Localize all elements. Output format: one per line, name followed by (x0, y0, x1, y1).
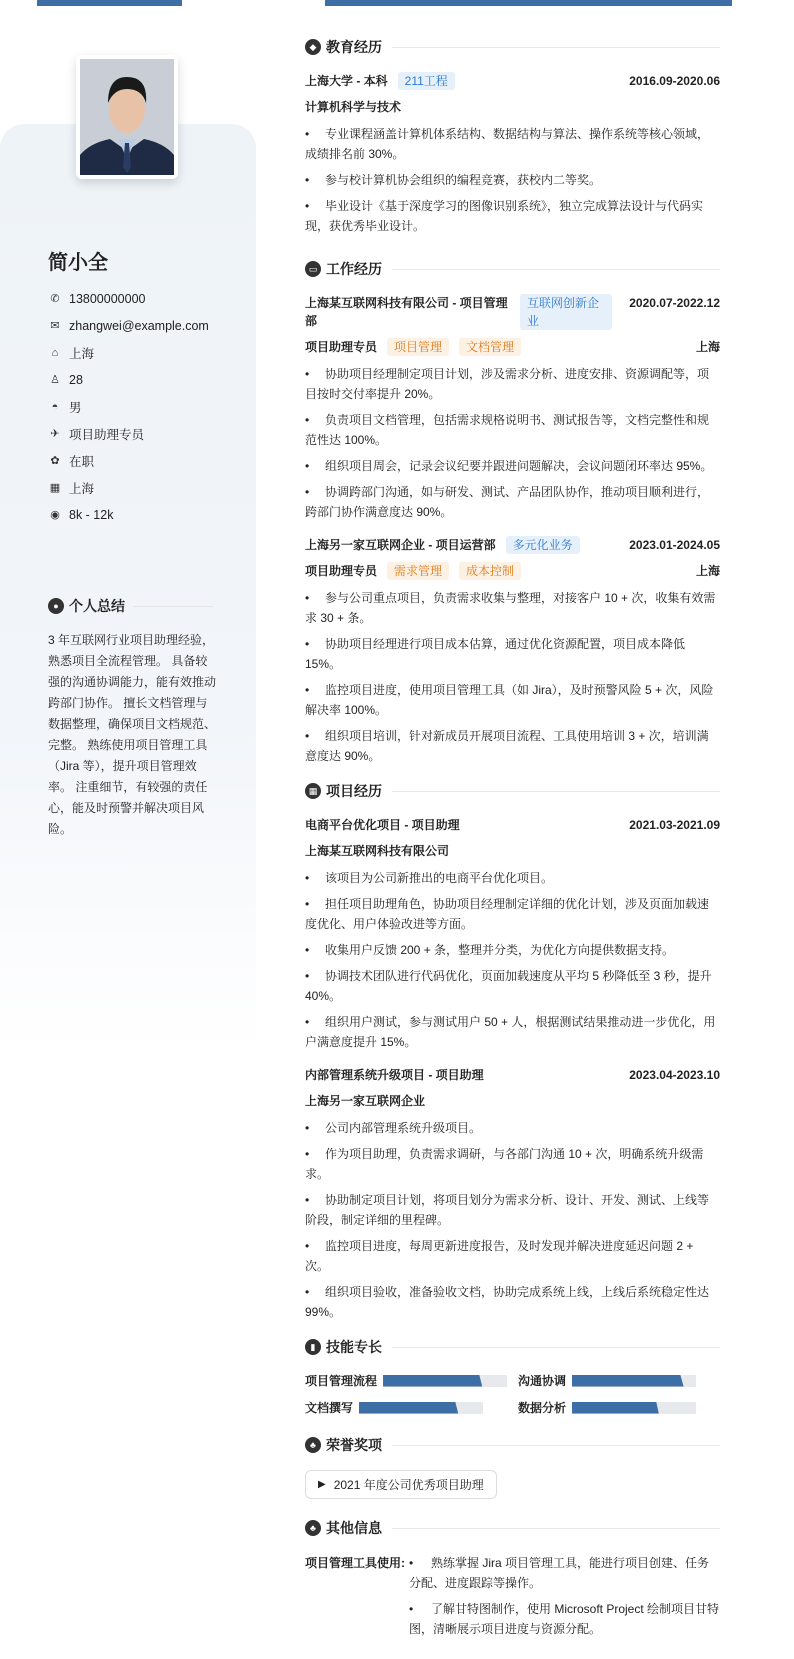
major: 计算机科学与技术 (305, 100, 402, 114)
contact-row: ✆ 13800000000 (48, 285, 209, 312)
skill-item: 沟通协调 (518, 1372, 720, 1389)
project-item: 电商平台优化项目 - 项目助理 2021.03-2021.09 上海某互联网科技有限公司 • 该项目为公司新推出的电商平台优化项目。 • 担任项目助理角色，协助项目经理制定详细的优化计划，涉及页面加载速度优化、用户体验改进等方面。 • 收集用户反馈 200 + 条，整理并分类，为优化方向提供数据支持。 • 协调技术团队进行代码优化，页面加载速度从平均 5 秒降低至 3 秒，提升 40%。 • 组织用户测试，参与测试用户 50 + 人，根据测试结果推动进一步优化，用户满意度提升 15%。 (305, 816, 720, 1052)
status-icon: ✿ (50, 455, 60, 467)
skill-bar (572, 1402, 696, 1414)
top-accent-right (325, 0, 732, 6)
plane-icon: ✈ (50, 428, 60, 440)
summary-heading: ● 个人总结 (48, 596, 213, 616)
company-tag: 互联网创新企业 (520, 294, 612, 330)
bullet-item: • 参与公司重点项目，负责需求收集与整理，对接客户 10 + 次，收集有效需求 30 + 条。 (305, 588, 720, 628)
skill-tag: 需求管理 (387, 562, 449, 580)
bullet-item: • 公司内部管理系统升级项目。 (305, 1118, 720, 1138)
skill-bar-fill (359, 1402, 458, 1414)
mail-icon: ✉ (50, 320, 60, 332)
work-item: 上海某互联网科技有限公司 - 项目管理部 互联网创新企业 2020.07-2022.12 项目助理专员 项目管理 文档管理 上海 • 协助项目经理制定项目计划，涉及需求分析、进度安排、资源调配等，项目按时交付率提升 20%。 • 负责项目文档管理，包括需求规格说明书、测试报告等，文档完整性和规范性达 100%。 • 组织项目周会，记录会议纪要并跟进问题解决，会议问题闭环率达 95%。 • 协调跨部门沟通，如与研发、测试、产品团队协作，推动项目顺利进行，跨部门协作满意度达 90%。 (305, 294, 720, 522)
user-icon: ● (48, 598, 64, 614)
graduation-cap-icon: ◆ (305, 39, 321, 55)
chart-icon: ▮ (305, 1339, 321, 1355)
skill-tag: 成本控制 (459, 562, 521, 580)
bullet-item: • 监控项目进度，每周更新进度报告，及时发现并解决进度延迟问题 2 + 次。 (305, 1236, 720, 1276)
salary-icon: ◉ (50, 509, 60, 521)
contact-row: ✈ 项目助理专员 (48, 420, 209, 447)
bullet-item: • 协调技术团队进行代码优化，页面加载速度从平均 5 秒降低至 3 秒，提升 40%。 (305, 966, 720, 1006)
skill-bar (572, 1375, 696, 1387)
building-icon: ▦ (49, 482, 61, 494)
skill-bar (359, 1402, 483, 1414)
education-heading: ◆ 教育经历 (305, 36, 720, 58)
work-item: 上海另一家互联网企业 - 项目运营部 多元化业务 2023.01-2024.05 项目助理专员 需求管理 成本控制 上海 • 参与公司重点项目，负责需求收集与整理，对接客户 10 + 次，收集有效需求 30 + 条。 • 协助项目经理进行项目成本估算，通过优化资源配置，项目成本降低 15%。 • 监控项目进度，使用项目管理工具（如 Jira），及时预警风险 5 + 次，风险解决率 100%。 • 组织项目培训，针对新成员开展项目流程、工具使用培训 3 + 次，培训满意度达 90%。 (305, 536, 720, 766)
contact-row: ◓ 男 (48, 393, 209, 420)
projects-heading: ▦ 项目经历 (305, 780, 720, 802)
bullet-item: • 协调跨部门沟通，如与研发、测试、产品团队协作，推动项目顺利进行，跨部门协作满意度达 90%。 (305, 482, 720, 522)
contact-row: ✉ zhangwei@example.com (48, 312, 209, 339)
bullet-item: • 监控项目进度，使用项目管理工具（如 Jira），及时预警风险 5 + 次，风险解决率 100%。 (305, 680, 720, 720)
bullet-item: • 收集用户反馈 200 + 条，整理并分类，为优化方向提供数据支持。 (305, 940, 720, 960)
bullet-item: • 参与校计算机协会组织的编程竞赛，获校内二等奖。 (305, 170, 720, 190)
company-tag: 多元化业务 (506, 536, 580, 554)
project-item: 内部管理系统升级项目 - 项目助理 2023.04-2023.10 上海另一家互联网企业 • 公司内部管理系统升级项目。 • 作为项目助理，负责需求调研，与各部门沟通 10 + 次，明确系统升级需求。 • 协助制定项目计划，将项目划分为需求分析、设计、开发、测试、上线等阶段，制定详细的里程碑。 • 监控项目进度，每周更新进度报告，及时发现并解决进度延迟问题 2 + 次。 • 组织项目验收，准备验收文档，协助完成系统上线，上线后系统稳定性达 99%。 (305, 1066, 720, 1322)
bullet-item: • 组织项目验收，准备验收文档，协助完成系统上线，上线后系统稳定性达 99%。 (305, 1282, 720, 1322)
work-heading: ▭ 工作经历 (305, 258, 720, 280)
contact-row: ♙ 28 (48, 366, 209, 393)
home-icon: ⌂ (51, 346, 59, 359)
cake-icon: ♙ (50, 374, 60, 386)
education-row: 上海大学 - 本科 211工程 2016.09-2020.06 (305, 74, 720, 88)
gender-icon: ◓ (51, 400, 59, 413)
other-info: 项目管理工具使用: • 熟练掌握 Jira 项目管理工具，能进行项目创建、任务分配、进度跟踪等操作。 • 了解甘特图制作，使用 Microsoft Project 绘制项目甘特图，清晰展示项目进度与资源分配。 (305, 1553, 720, 1659)
bullet-item: • 协助项目经理制定项目计划，涉及需求分析、进度安排、资源调配等，项目按时交付率提升 20%。 (305, 364, 720, 404)
skill-bar-fill (572, 1402, 659, 1414)
skill-bar-fill (572, 1375, 684, 1387)
contact-row: ▦ 上海 (49, 481, 95, 496)
candidate-name: 简小全 (48, 252, 108, 274)
bullet-item: • 专业课程涵盖计算机体系结构、数据结构与算法、操作系统等核心领域，成绩排名前 30%。 (305, 124, 720, 164)
education-bullets (305, 124, 720, 236)
bullet-item: • 毕业设计《基于深度学习的图像识别系统》，独立完成算法设计与代码实现，获优秀毕业设计。 (305, 196, 720, 236)
contact-row: ⌂ 上海 (48, 339, 209, 366)
summary-text: 3 年互联网行业项目助理经验，熟悉项目全流程管理。 具备较强的沟通协调能力，能有效推动跨部门协作。 擅长文档管理与数据整理，确保项目文档规范、完整。 熟练使用项目管理工具（Jira 等），提升项目管理效率。 注重细节，有较强的责任心，能及时预警并解决项目风险。 (48, 633, 217, 836)
skills-heading: ▮ 技能专长 (305, 1336, 720, 1358)
briefcase-icon: ▭ (305, 261, 321, 277)
school-tag: 211工程 (398, 72, 455, 90)
grid-icon: ▦ (305, 783, 321, 799)
bullet-item: • 该项目为公司新推出的电商平台优化项目。 (305, 868, 720, 888)
skill-bar-fill (383, 1375, 482, 1387)
contact-list (48, 285, 209, 528)
contact-row: ✿ 在职 (48, 447, 209, 474)
bullet-item: • 担任项目助理角色，协助项目经理制定详细的优化计划，涉及页面加载速度优化、用户体验改进等方面。 (305, 894, 720, 934)
bullet-item: • 组织项目培训，针对新成员开展项目流程、工具使用培训 3 + 次，培训满意度达 90%。 (305, 726, 720, 766)
info-icon: ♣ (305, 1520, 321, 1536)
other-heading: ♣ 其他信息 (305, 1517, 720, 1539)
bullet-item: • 组织用户测试，参与测试用户 50 + 人，根据测试结果推动进一步优化，用户满意度提升 15%。 (305, 1012, 720, 1052)
award-item[interactable]: ▶ 2021 年度公司优秀项目助理 (305, 1470, 497, 1499)
avatar (76, 55, 178, 179)
awards-heading: ♣ 荣誉奖项 (305, 1434, 720, 1456)
contact-row: ◉ 8k - 12k (48, 501, 209, 528)
skill-tag: 文档管理 (459, 338, 521, 356)
skill-item: 文档撰写 (305, 1399, 518, 1416)
bullet-item: • 负责项目文档管理，包括需求规格说明书、测试报告等，文档完整性和规范性达 100%。 (305, 410, 720, 450)
skill-bar (383, 1375, 507, 1387)
phone-icon: ✆ (50, 293, 60, 305)
top-accent-left (37, 0, 182, 6)
bullet-item: • 组织项目周会，记录会议纪要并跟进问题解决，会议问题闭环率达 95%。 (305, 456, 720, 476)
skills-grid (305, 1372, 720, 1416)
award-icon: ♣ (305, 1437, 321, 1453)
skill-item: 项目管理流程 (305, 1372, 518, 1389)
bullet-item: • 了解甘特图制作，使用 Microsoft Project 绘制项目甘特图，清晰展示项目进度与资源分配。 (409, 1599, 720, 1639)
main-content (305, 36, 720, 1659)
bullet-item: • 作为项目助理，负责需求调研，与各部门沟通 10 + 次，明确系统升级需求。 (305, 1144, 720, 1184)
play-icon: ▶ (318, 1479, 326, 1490)
bullet-item: • 协助项目经理进行项目成本估算，通过优化资源配置，项目成本降低 15%。 (305, 634, 720, 674)
skill-item: 数据分析 (518, 1399, 720, 1416)
bullet-item: • 熟练掌握 Jira 项目管理工具，能进行项目创建、任务分配、进度跟踪等操作。 (409, 1553, 720, 1593)
bullet-item: • 协助制定项目计划，将项目划分为需求分析、设计、开发、测试、上线等阶段，制定详细的里程碑。 (305, 1190, 720, 1230)
skill-tag: 项目管理 (387, 338, 449, 356)
